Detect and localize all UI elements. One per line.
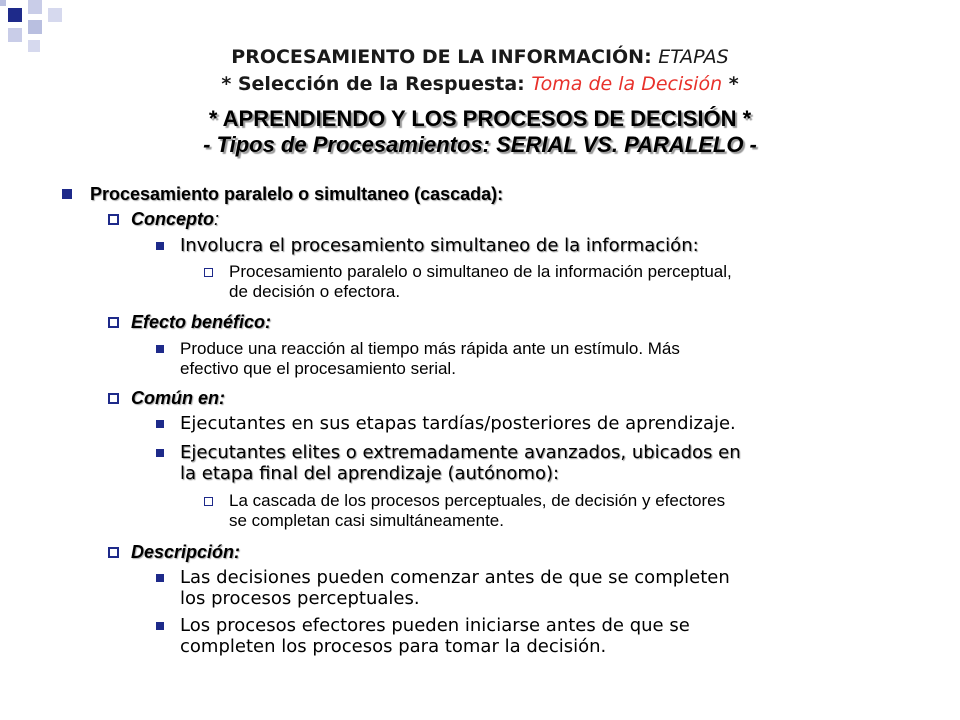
hollow-square-bullet-icon [108, 547, 119, 558]
title-line-1: PROCESAMIENTO DE LA INFORMACIÓN: ETAPAS [231, 46, 729, 68]
square-bullet-icon [156, 622, 164, 630]
title-line-2: * Selección de la Respuesta: Toma de la Decisión * [221, 73, 739, 95]
title-line-3: * APRENDIENDO Y LOS PROCESOS DE DECISIÓN * [208, 106, 752, 131]
list-item: Ejecutantes en sus etapas tardías/posteriores de aprendizaje. [156, 413, 736, 434]
list-item: Procesamiento paralelo o simultaneo de la información perceptual, de decisión o efectora. [204, 262, 732, 302]
list-item: Común en: [108, 387, 225, 409]
list-item: La cascada de los procesos perceptuales, de decisión y efectores se completan casi simultáneamente. [204, 491, 725, 531]
title-line-4: - Tipos de Procesamientos: SERIAL VS. PARALELO - [203, 132, 757, 157]
list-item: Descripción: [108, 541, 240, 563]
hollow-square-bullet-icon [108, 393, 119, 404]
list-item: Concepto: [108, 208, 219, 230]
square-bullet-icon [156, 574, 164, 582]
hollow-square-bullet-icon [204, 497, 213, 506]
list-item: Efecto benéfico: [108, 311, 271, 333]
list-item: Procesamiento paralelo o simultaneo (cascada): [62, 183, 503, 205]
hollow-square-bullet-icon [108, 317, 119, 328]
hollow-square-bullet-icon [108, 214, 119, 225]
square-bullet-icon [156, 345, 164, 353]
square-bullet-icon [156, 420, 164, 428]
square-bullet-icon [156, 242, 164, 250]
list-item: Ejecutantes elites o extremadamente avanzados, ubicados en la etapa final del aprendizaje (autónomo): [156, 442, 741, 484]
list-item: Produce una reacción al tiempo más rápida ante un estímulo. Más efectivo que el procesamiento serial. [156, 339, 680, 379]
list-item: Los procesos efectores pueden iniciarse antes de que se completen los procesos para tomar la decisión. [156, 615, 690, 657]
square-bullet-icon [62, 189, 72, 199]
list-item: Involucra el procesamiento simultaneo de la información: [156, 235, 699, 256]
hollow-square-bullet-icon [204, 268, 213, 277]
list-item: Las decisiones pueden comenzar antes de que se completen los procesos perceptuales. [156, 567, 730, 609]
square-bullet-icon [156, 449, 164, 457]
